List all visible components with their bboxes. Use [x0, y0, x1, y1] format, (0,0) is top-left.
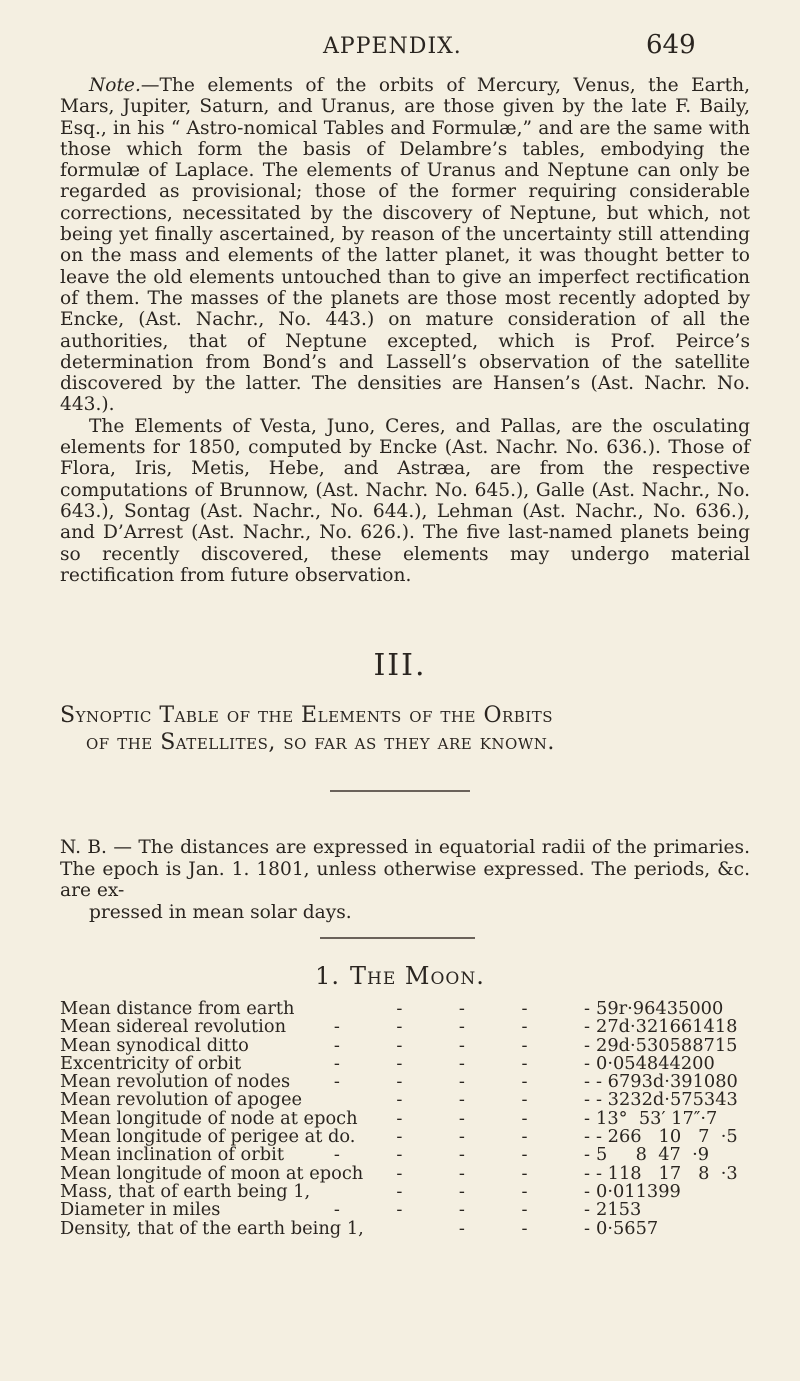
note-lead: Note.	[89, 75, 141, 96]
row-label: Mean sidereal revolution	[60, 1016, 287, 1038]
row-leader-dashes: - - - - -	[333, 1199, 590, 1221]
table-row	[60, 1018, 760, 1036]
row-leader-dashes: - - - - -	[333, 1034, 590, 1056]
section-numeral: III.	[373, 648, 427, 683]
note-paragraph-1	[60, 75, 750, 416]
row-label: Diameter in miles	[60, 1199, 221, 1221]
row-leader-dashes: - - - - -	[333, 1016, 590, 1038]
nota-bene	[60, 837, 750, 923]
row-leader-dashes: - - - - -	[333, 1052, 590, 1074]
row-label: Mean longitude of perigee at do.	[60, 1126, 356, 1148]
row-value: 29d·530588715	[596, 1034, 738, 1056]
row-value: - 6793d·391080	[596, 1071, 738, 1093]
note-section	[60, 75, 750, 586]
row-leader-dashes: - - - -	[396, 1107, 590, 1129]
table-number: 1.	[315, 962, 341, 990]
row-leader-dashes: - - - - -	[333, 1071, 590, 1093]
row-leader-dashes: - - - - -	[333, 1144, 590, 1166]
row-label: Mean longitude of moon at epoch	[60, 1162, 364, 1184]
section-divider	[330, 790, 470, 792]
note-paragraph-2: The Elements of Vesta, Juno, Ceres, and Pallas, are the osculating elements for 1850, computed by Encke (Ast. Nachr. No. 636.). Those of Flora, Iris, Metis, Hebe, and Astræa, are from the respective computations of Brunnow, (Ast. Nachr. No. 645.), Galle (Ast. Nachr., No. 643.), Sontag (Ast. Nachr., No. 644.), Lehman (Ast. Nachr., No. 636.), and D’Arrest (Ast. Nachr., No. 626.). The five last-named planets being so recently discovered, these elements may undergo material rectification from future observation.	[60, 415, 750, 586]
row-value: - 3232d·575343	[596, 1089, 738, 1111]
table-title	[0, 962, 800, 990]
row-label: Mean distance from earth	[60, 998, 295, 1019]
row-leader-dashes: - - - -	[396, 1162, 590, 1184]
table-row	[60, 1217, 760, 1239]
table-row	[60, 1146, 760, 1164]
row-leader-dashes: - - - -	[396, 1180, 590, 1202]
row-label: Mass, that of earth being 1,	[60, 1180, 311, 1202]
table-divider	[320, 937, 475, 939]
row-leader-dashes: - - -	[458, 1217, 590, 1239]
page-number: 649	[646, 30, 696, 60]
table-row	[60, 1201, 760, 1219]
section-title-line-1: Synoptic Table of the Elements of the Orbits	[60, 703, 554, 728]
row-leader-dashes: - - - -	[396, 1126, 590, 1148]
row-label: Mean longitude of node at epoch	[60, 1107, 358, 1129]
running-head	[0, 28, 800, 68]
note-paragraph-1-text: —The elements of the orbits of Mercury, Venus, the Earth, Mars, Jupiter, Saturn, and Uranus, are those given by the late F. Baily, Esq., in his “ Astro-nomical Tables and Formulæ,” and are the same with those which form the basis of Delambre’s tables, embodying the formulæ of Laplace. The elements of Uranus and Neptune can only be regarded as provisional; those of the former requiring considerable corrections, necessitated by the discovery of Neptune, but which, not being yet finally ascertained, by reason of the uncertainty still attending on the mass and elements of the latter planet, it was thought better to leave the old elements untouched than to give an imperfect rectification of them. The masses of the planets are those most recently adopted by Encke, (Ast. Nachr., No. 443.) on mature consideration of all the authorities, that of Neptune excepted, which is Prof. Peirce’s determination from Bond’s and Lassell’s observation of the satellite discovered by the latter. The densities are Hansen’s (Ast. Nachr. No. 443.).	[60, 75, 750, 416]
section-title	[60, 702, 750, 756]
row-value: 2153	[596, 1199, 642, 1221]
row-value: 0·5657	[596, 1217, 659, 1239]
row-value: 0·054844200	[596, 1052, 715, 1074]
nota-bene-text: N. B. — The distances are expressed in equatorial radii of the primaries. The epoch is Jan. 1. 1801, unless otherwise expressed. The periods, &c. are ex-	[60, 837, 750, 901]
nota-bene-continuation: pressed in mean solar days.	[89, 901, 352, 923]
row-label: Mean synodical ditto	[60, 1034, 249, 1056]
row-label: Mean revolution of apogee	[60, 1089, 303, 1111]
row-value: 0·011399	[596, 1180, 681, 1202]
row-leader-dashes: - - - -	[396, 998, 590, 1019]
row-value: 5 8 47 ·9	[596, 1144, 710, 1166]
row-label: Mean inclination of orbit	[60, 1144, 284, 1166]
row-value: - 266 10 7 ·5	[596, 1126, 738, 1148]
moon-elements-table	[60, 1000, 760, 1238]
row-label: Mean revolution of nodes	[60, 1071, 291, 1093]
row-label: Excentricity of orbit	[60, 1052, 242, 1074]
row-value: - 118 17 8 ·3	[596, 1162, 738, 1184]
row-label: Density, that of the earth being 1,	[60, 1217, 364, 1239]
row-value: 27d·321661418	[596, 1016, 738, 1038]
row-leader-dashes: - - - -	[396, 1089, 590, 1111]
row-value: 59r·96435000	[596, 998, 724, 1019]
row-value: 13° 53′ 17″·7	[596, 1107, 718, 1129]
running-title: APPENDIX.	[323, 34, 462, 59]
section-title-line-2: of the Satellites, so far as they are known.	[86, 730, 555, 755]
table-title-text: The Moon.	[350, 962, 485, 990]
